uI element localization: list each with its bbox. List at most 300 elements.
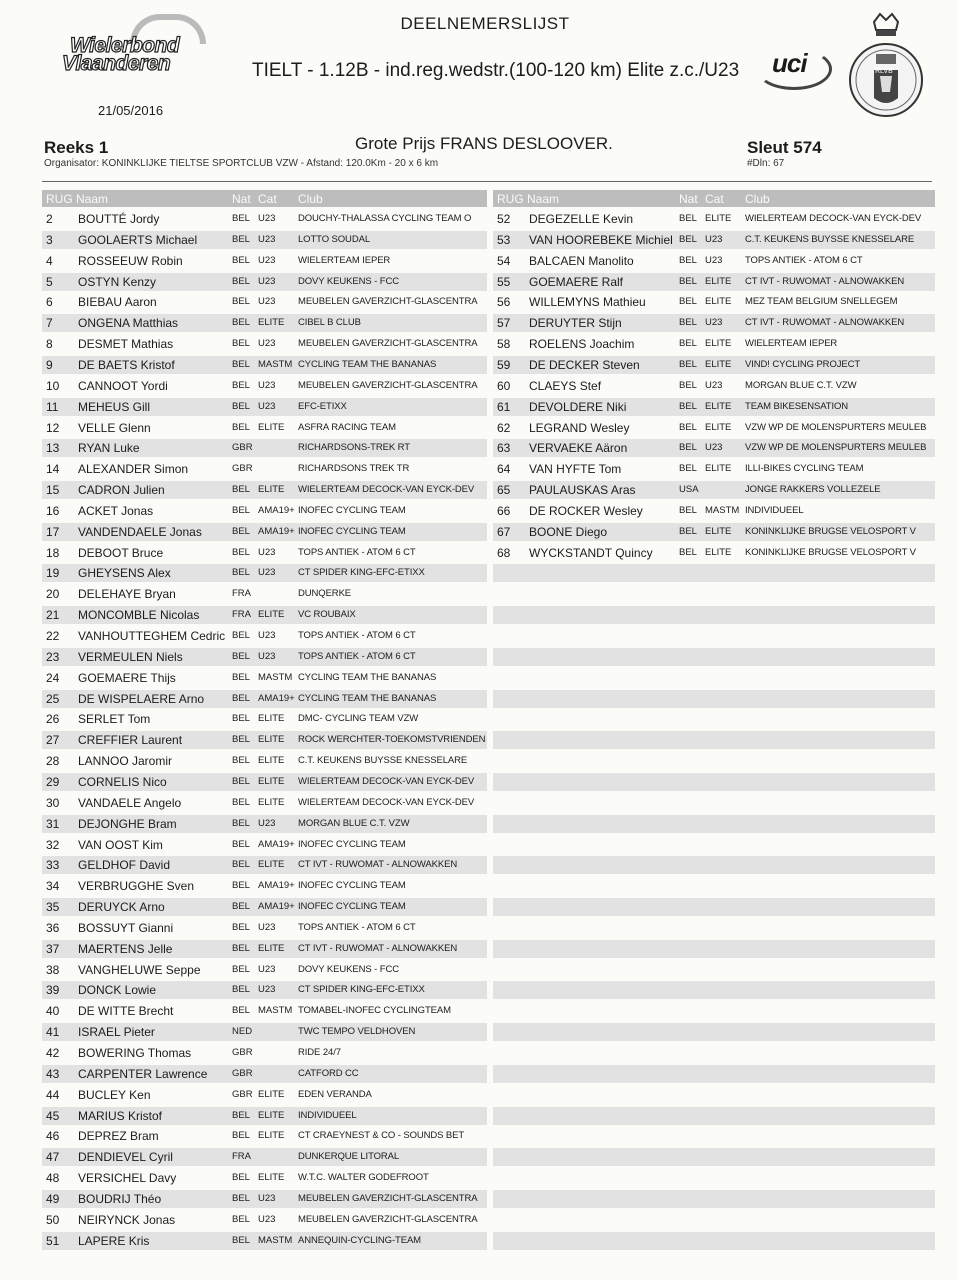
cell-club: EDEN VERANDA <box>298 1088 372 1100</box>
table-row <box>42 940 487 958</box>
cell-club: KONINKLIJKE BRUGSE VELOSPORT V <box>745 546 916 558</box>
cell-nat: BEL <box>232 1130 250 1142</box>
cell-naam: RYAN Luke <box>78 441 140 456</box>
table-row <box>42 439 487 457</box>
cell-rug: 33 <box>46 858 60 873</box>
race-name: Grote Prijs FRANS DESLOOVER. <box>355 134 613 153</box>
cell-club: WIELERTEAM IEPER <box>298 254 391 266</box>
cell-rug: 65 <box>497 483 511 498</box>
cell-nat: BEL <box>232 213 250 224</box>
cell-nat: BEL <box>232 233 250 245</box>
cell-cat: ELITE <box>705 338 732 350</box>
uci-logo <box>752 44 832 92</box>
cell-nat: BEL <box>679 400 697 412</box>
cell-club: WIELERTEAM DECOCK-VAN EYCK-DEV <box>298 775 475 787</box>
cell-naam: ISRAEL Pieter <box>78 1025 155 1040</box>
cell-nat: BEL <box>232 775 250 787</box>
cell-naam: DESMET Mathias <box>78 337 174 352</box>
cell-club: MEZ TEAM BELGIUM SNELLEGEM <box>745 296 898 308</box>
table-row <box>42 273 487 291</box>
cell-rug: 15 <box>46 483 60 498</box>
logo-text-line2: Vlaanderen <box>62 52 171 75</box>
cell-club: C.T. KEUKENS BUYSSE KNESSELARE <box>298 755 468 767</box>
col-naam: Naam <box>527 192 560 206</box>
cell-naam: VAN HOOREBEKE Michiel <box>529 232 673 247</box>
cell-rug: 11 <box>46 399 59 414</box>
cell-nat: USA <box>679 484 699 496</box>
table-row <box>493 669 935 687</box>
table-row <box>42 1002 487 1020</box>
table-row <box>42 398 487 416</box>
cell-naam: BOWERING Thomas <box>78 1046 192 1060</box>
cell-cat: U23 <box>258 296 276 308</box>
col-rug: RUG <box>497 192 524 206</box>
table-row <box>493 293 935 311</box>
cell-cat: ELITE <box>258 421 285 433</box>
table-row <box>493 690 935 708</box>
cell-club: INOFEC CYCLING TEAM <box>298 880 406 892</box>
cell-nat: BEL <box>232 1005 250 1017</box>
cell-rug: 58 <box>497 337 511 352</box>
cell-nat: BEL <box>232 317 250 329</box>
table-row <box>42 314 487 332</box>
cell-nat: GBR <box>232 442 253 454</box>
table-row <box>42 335 487 353</box>
cell-nat: GBR <box>232 1067 253 1079</box>
cell-nat: BEL <box>232 546 250 558</box>
header-divider <box>42 181 932 182</box>
cell-rug: 13 <box>46 441 60 456</box>
cell-club: RIDE 24/7 <box>298 1047 341 1058</box>
cell-rug: 35 <box>46 900 60 915</box>
organizer-line: Organisator: KONINKLIJKE TIELTSE SPORTCLUB VZW - Afstand: 120.0Km - 20 x 6 km <box>44 158 439 169</box>
cell-naam: DEVOLDERE Niki <box>529 399 627 414</box>
table-row <box>42 856 487 874</box>
cell-cat: U23 <box>705 379 723 391</box>
cell-naam: MARIUS Kristof <box>78 1108 163 1123</box>
col-nat: Nat <box>679 192 698 206</box>
cell-nat: BEL <box>679 546 697 558</box>
table-row <box>42 1086 487 1104</box>
cell-rug: 17 <box>46 524 60 539</box>
table-row <box>42 1127 487 1145</box>
cell-rug: 4 <box>46 253 53 268</box>
cell-cat: U23 <box>258 817 276 829</box>
cell-club: TEAM BIKESENSATION <box>745 400 849 412</box>
table-row <box>42 981 487 999</box>
table-row <box>42 523 487 541</box>
cell-naam: DEBOOT Bruce <box>78 545 164 560</box>
table-row <box>493 314 935 332</box>
table-row <box>42 252 487 270</box>
cell-club: VZW WP DE MOLENSPURTERS MEULEB <box>745 442 927 454</box>
cell-naam: LEGRAND Wesley <box>529 420 630 435</box>
cell-cat: U23 <box>705 317 723 329</box>
cell-club: CYCLING TEAM THE BANANAS <box>298 358 437 370</box>
table-row <box>493 1211 935 1229</box>
cell-cat: ELITE <box>705 400 732 412</box>
table-row <box>493 231 935 249</box>
table-row <box>42 1107 487 1125</box>
cell-cat: AMA19+ <box>258 692 295 704</box>
table-row <box>493 1169 935 1187</box>
cell-club: CIBEL B CLUB <box>298 317 361 329</box>
cell-club: INOFEC CYCLING TEAM <box>298 901 406 913</box>
table-row <box>42 877 487 895</box>
cell-rug: 26 <box>46 712 60 727</box>
cell-rug: 62 <box>497 420 511 435</box>
cell-club: RICHARDSONS TREK TR <box>298 463 410 475</box>
table-row <box>42 585 487 603</box>
cell-cat: ELITE <box>258 317 285 329</box>
cell-rug: 7 <box>46 316 53 331</box>
table-row <box>42 544 487 562</box>
table-row <box>493 710 935 728</box>
cell-rug: 63 <box>497 441 511 456</box>
cell-club: WIELERTEAM DECOCK-VAN EYCK-DEV <box>298 484 475 496</box>
cell-rug: 29 <box>46 774 60 789</box>
table-row <box>493 377 935 395</box>
cell-club: WIELERTEAM DECOCK-VAN EYCK-DEV <box>745 213 922 224</box>
cell-naam: DE ROCKER Wesley <box>529 503 643 518</box>
cell-club: TOPS ANTIEK - ATOM 6 CT <box>745 254 863 266</box>
cell-cat: MASTM <box>258 671 293 683</box>
cell-rug: 18 <box>46 545 60 560</box>
table-row <box>493 1232 935 1250</box>
cell-cat: ELITE <box>705 213 732 224</box>
cell-naam: GOOLAERTS Michael <box>78 232 198 247</box>
series-label: Reeks 1 <box>44 138 109 157</box>
cell-rug: 53 <box>497 232 511 247</box>
col-naam: Naam <box>76 192 109 206</box>
rlvb-crest <box>846 10 926 126</box>
race-title: TIELT - 1.12B - ind.reg.wedstr.(100-120 km) Elite z.c./U23 <box>252 60 740 81</box>
cell-rug: 47 <box>46 1150 60 1165</box>
cell-nat: BEL <box>232 734 250 746</box>
cell-cat: ELITE <box>258 1130 285 1142</box>
cell-rug: 30 <box>46 795 60 810</box>
cell-cat: ELITE <box>258 942 285 954</box>
table-row <box>493 273 935 291</box>
cell-club: CT IVT - RUWOMAT - ALNOWAKKEN <box>298 942 458 954</box>
cell-cat: ELITE <box>258 609 285 621</box>
cell-club: CYCLING TEAM THE BANANAS <box>298 671 437 683</box>
table-row <box>493 252 935 270</box>
cell-rug: 28 <box>46 754 60 769</box>
cell-club: INOFEC CYCLING TEAM <box>298 838 406 850</box>
table-row <box>42 836 487 854</box>
table-row <box>42 710 487 728</box>
cell-nat: BEL <box>232 1172 250 1184</box>
cell-rug: 12 <box>46 420 60 435</box>
cell-nat: BEL <box>232 338 250 350</box>
cell-naam: DERUYCK Arno <box>78 900 165 915</box>
table-row <box>493 564 935 582</box>
cell-cat: ELITE <box>258 796 285 808</box>
cell-club: VZW WP DE MOLENSPURTERS MEULEB <box>745 421 927 433</box>
cell-rug: 48 <box>46 1171 60 1186</box>
cell-cat: U23 <box>258 338 276 350</box>
cell-club: CYCLING TEAM THE BANANAS <box>298 692 437 704</box>
cell-club: CT SPIDER KING-EFC-ETIXX <box>298 567 425 579</box>
cell-club: TOPS ANTIEK - ATOM 6 CT <box>298 630 416 641</box>
cell-rug: 37 <box>46 941 60 956</box>
cell-rug: 51 <box>46 1233 60 1248</box>
cell-naam: MAERTENS Jelle <box>78 941 173 956</box>
cell-rug: 44 <box>46 1087 60 1102</box>
cell-naam: MEHEUS Gill <box>78 399 151 414</box>
table-row <box>42 231 487 249</box>
table-row <box>42 731 487 749</box>
cell-nat: BEL <box>232 838 250 850</box>
cell-rug: 27 <box>46 733 60 748</box>
cell-rug: 41 <box>46 1025 60 1040</box>
cell-rug: 22 <box>46 629 60 643</box>
cell-club: W.T.C. WALTER GODEFROOT <box>298 1172 429 1184</box>
cell-naam: WYCKSTANDT Quincy <box>529 545 653 560</box>
cell-naam: VERSICHEL Davy <box>78 1171 177 1186</box>
cell-naam: BUCLEY Ken <box>78 1087 151 1102</box>
cell-nat: GBR <box>232 463 253 475</box>
cell-cat: U23 <box>258 1192 276 1204</box>
cell-naam: BOONE Diego <box>529 524 608 539</box>
table-row <box>493 877 935 895</box>
table-row <box>493 335 935 353</box>
cell-naam: ROELENS Joachim <box>529 337 635 352</box>
cell-cat: ELITE <box>258 1172 285 1184</box>
cell-club: DUNQERKE <box>298 588 352 600</box>
table-row <box>42 460 487 478</box>
table-row <box>42 1169 487 1187</box>
cell-naam: WILLEMYNS Mathieu <box>529 295 646 310</box>
cell-cat: U23 <box>258 400 276 412</box>
cell-cat: U23 <box>258 546 276 558</box>
cell-cat: ELITE <box>705 546 732 558</box>
cell-naam: VANGHELUWE Seppe <box>78 962 201 977</box>
cell-cat: U23 <box>258 630 276 641</box>
cell-nat: BEL <box>232 921 250 933</box>
cell-naam: LAPERE Kris <box>78 1233 150 1248</box>
table-row <box>493 1086 935 1104</box>
cell-club: MORGAN BLUE C.T. VZW <box>745 379 857 391</box>
cell-cat: U23 <box>705 254 723 266</box>
cell-naam: ACKET Jonas <box>78 503 154 518</box>
cell-nat: BEL <box>232 671 250 683</box>
cell-naam: DE WITTE Brecht <box>78 1004 174 1019</box>
cell-naam: GELDHOF David <box>78 858 171 873</box>
cell-naam: BOSSUYT Gianni <box>78 920 174 935</box>
cell-cat: AMA19+ <box>258 504 295 516</box>
cell-rug: 67 <box>497 524 511 539</box>
cell-cat: AMA19+ <box>258 838 295 850</box>
cell-cat: U23 <box>258 379 276 391</box>
cell-rug: 46 <box>46 1129 60 1144</box>
wielerbond-vlaanderen-logo <box>60 14 200 76</box>
table-row <box>493 356 935 374</box>
table-row <box>493 419 935 437</box>
cell-nat: BEL <box>232 504 250 516</box>
cell-nat: FRA <box>232 609 251 621</box>
cell-naam: VAN OOST Kim <box>78 837 163 852</box>
cell-nat: BEL <box>232 1192 250 1204</box>
cell-cat: ELITE <box>258 775 285 787</box>
cell-naam: BALCAEN Manolito <box>529 253 634 268</box>
table-row <box>42 919 487 937</box>
col-rug: RUG <box>46 192 73 206</box>
cell-club: JONGE RAKKERS VOLLEZELE <box>745 484 881 496</box>
cell-club: TOPS ANTIEK - ATOM 6 CT <box>298 650 416 662</box>
cell-nat: BEL <box>679 213 697 224</box>
cell-club: MEUBELEN GAVERZICHT-GLASCENTRA <box>298 1192 478 1204</box>
cell-cat: U23 <box>258 1213 276 1225</box>
cell-naam: BOUDRIJ Théo <box>78 1191 162 1206</box>
col-cat: Cat <box>705 192 724 206</box>
table-row <box>42 627 487 645</box>
cell-nat: BEL <box>232 400 250 412</box>
cell-naam: BOUTTÉ Jordy <box>78 212 160 226</box>
table-row <box>493 919 935 937</box>
cell-club: DMC- CYCLING TEAM VZW <box>298 713 419 725</box>
table-row <box>42 898 487 916</box>
cell-club: DOVY KEUKENS - FCC <box>298 275 399 287</box>
cell-nat: FRA <box>232 588 251 600</box>
table-row <box>493 836 935 854</box>
cell-club: TOMABEL-INOFEC CYCLINGTEAM <box>298 1005 451 1017</box>
cell-rug: 31 <box>46 816 60 831</box>
table-row <box>42 210 487 228</box>
cell-naam: CARPENTER Lawrence <box>78 1066 208 1081</box>
cell-rug: 60 <box>497 378 511 393</box>
list-title: DEELNEMERSLIJST <box>400 14 570 33</box>
table-row <box>42 1044 487 1062</box>
cell-naam: VERVAEKE Aäron <box>529 441 628 456</box>
cell-nat: BEL <box>232 942 250 954</box>
cell-naam: NEIRYNCK Jonas <box>78 1212 176 1227</box>
cell-club: CATFORD CC <box>298 1067 359 1079</box>
cell-nat: FRA <box>232 1151 251 1163</box>
cell-nat: BEL <box>232 379 250 391</box>
cell-naam: DEGEZELLE Kevin <box>529 212 634 226</box>
cell-club: MEUBELEN GAVERZICHT-GLASCENTRA <box>298 1213 478 1225</box>
cell-cat: ELITE <box>258 1109 285 1121</box>
cell-naam: CLAEYS Stef <box>529 378 602 393</box>
cell-naam: GHEYSENS Alex <box>78 566 171 581</box>
table-row <box>493 752 935 770</box>
cell-cat: MASTM <box>258 1005 293 1017</box>
cell-cat: MASTM <box>258 358 293 370</box>
cell-naam: ONGENA Matthias <box>78 316 179 331</box>
cell-nat: BEL <box>679 254 697 266</box>
cell-rug: 50 <box>46 1212 60 1227</box>
cell-nat: GBR <box>232 1088 253 1100</box>
cell-rug: 43 <box>46 1066 60 1081</box>
cell-club: EFC-ETIXX <box>298 400 347 412</box>
cell-cat: ELITE <box>705 421 732 433</box>
table-row <box>42 1023 487 1041</box>
cell-cat: AMA19+ <box>258 901 295 913</box>
cell-rug: 64 <box>497 462 511 477</box>
cell-nat: BEL <box>679 421 697 433</box>
cell-naam: CREFFIER Laurent <box>78 733 183 748</box>
table-row <box>493 1148 935 1166</box>
cell-rug: 34 <box>46 879 60 894</box>
cell-club: RICHARDSONS-TREK RT <box>298 442 410 454</box>
cell-naam: ROSSEEUW Robin <box>78 253 183 268</box>
cell-rug: 32 <box>46 837 60 852</box>
cell-naam: DELEHAYE Bryan <box>78 587 176 602</box>
cell-club: ROCK WERCHTER-TOEKOMSTVRIENDEN <box>298 734 486 746</box>
cell-nat: BEL <box>232 880 250 892</box>
cell-nat: BEL <box>232 713 250 725</box>
cell-nat: BEL <box>232 901 250 913</box>
cell-nat: BEL <box>232 567 250 579</box>
cell-rug: 2 <box>46 212 53 226</box>
cell-nat: BEL <box>679 317 697 329</box>
col-club: Club <box>745 192 770 206</box>
table-row <box>42 293 487 311</box>
cell-naam: PAULAUSKAS Aras <box>529 483 636 498</box>
table-row <box>42 502 487 520</box>
table-row <box>493 439 935 457</box>
cell-cat: U23 <box>258 963 276 975</box>
cell-cat: MASTM <box>258 1234 293 1246</box>
table-row <box>42 794 487 812</box>
cell-cat: U23 <box>258 213 276 224</box>
cell-nat: BEL <box>679 504 697 516</box>
cell-club: LOTTO SOUDAL <box>298 233 371 245</box>
cell-cat: ELITE <box>258 734 285 746</box>
cell-rug: 36 <box>46 920 60 935</box>
cell-club: KONINKLIJKE BRUGSE VELOSPORT V <box>745 525 916 537</box>
cell-naam: VAN HYFTE Tom <box>529 462 622 477</box>
cell-cat: U23 <box>258 567 276 579</box>
cell-nat: BEL <box>679 358 697 370</box>
cell-naam: CADRON Julien <box>78 483 165 498</box>
logo-text-line1: Wielerbond <box>70 34 180 57</box>
cell-cat: U23 <box>258 921 276 933</box>
cell-nat: BEL <box>232 1234 250 1246</box>
cell-club: TWC TEMPO VELDHOVEN <box>298 1026 416 1038</box>
cell-cat: U23 <box>258 984 276 996</box>
cell-club: DOVY KEUKENS - FCC <box>298 963 399 975</box>
table-row <box>493 731 935 749</box>
cell-club: INDIVIDUEEL <box>745 504 804 516</box>
cell-rug: 55 <box>497 274 511 289</box>
table-row <box>42 1148 487 1166</box>
cell-naam: DE WISPELAERE Arno <box>78 691 205 706</box>
col-cat: Cat <box>258 192 277 206</box>
cell-nat: BEL <box>232 1213 250 1225</box>
table-row <box>493 627 935 645</box>
cell-rug: 49 <box>46 1191 60 1206</box>
table-row <box>42 815 487 833</box>
cell-nat: BEL <box>679 296 697 308</box>
cell-naam: SERLET Tom <box>78 712 151 727</box>
column-header-left <box>42 190 487 207</box>
cell-club: VC ROUBAIX <box>298 609 356 621</box>
cell-rug: 57 <box>497 316 511 331</box>
table-row <box>42 1065 487 1083</box>
cell-nat: BEL <box>232 755 250 767</box>
cell-nat: BEL <box>232 796 250 808</box>
cell-cat: U23 <box>705 442 723 454</box>
cell-rug: 24 <box>46 670 60 685</box>
cell-rug: 10 <box>46 378 60 393</box>
cell-rug: 61 <box>497 399 511 414</box>
table-row <box>493 1023 935 1041</box>
cell-club: TOPS ANTIEK - ATOM 6 CT <box>298 546 416 558</box>
table-row <box>493 1044 935 1062</box>
